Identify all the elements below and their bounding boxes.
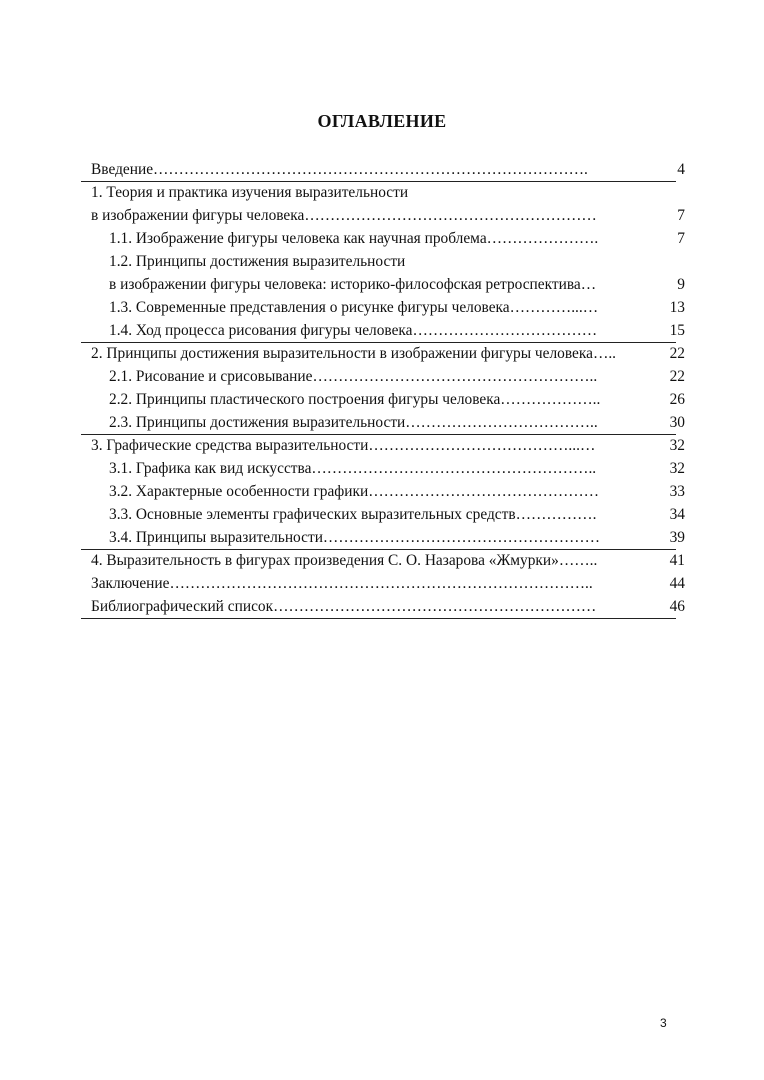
- toc-entry-text: 2.3. Принципы достижения выразительности………………………………..: [109, 414, 598, 431]
- toc-entry-text: 3. Графические средства выразительности…………………………………...…: [91, 437, 596, 454]
- toc-entry-section-2-2[interactable]: [109, 389, 685, 411]
- toc-entry-chapter-3[interactable]: [91, 435, 685, 457]
- toc-rule: [81, 618, 676, 619]
- toc-entry-page: 32: [669, 437, 685, 454]
- toc-entry-section-1-2-line-2[interactable]: [109, 274, 685, 296]
- toc-entry-section-1-3[interactable]: [109, 297, 685, 319]
- toc-entry-section-2-3[interactable]: [109, 412, 685, 434]
- toc-entry-section-2-1[interactable]: [109, 366, 685, 388]
- toc-entry-conclusion[interactable]: [91, 573, 685, 595]
- toc-entry-page: 39: [669, 529, 685, 546]
- toc-entry-text: 3.1. Графика как вид искусства………………………………………………..: [109, 460, 597, 477]
- toc-entry-text: 3.4. Принципы выразительности………………………………………………: [109, 529, 600, 546]
- toc-entry-page: 22: [669, 368, 685, 385]
- toc-entry-page: 44: [669, 575, 685, 592]
- page-title: ОГЛАВЛЕНИЕ: [317, 111, 447, 131]
- toc-entry-chapter-4[interactable]: [91, 550, 685, 572]
- toc-entry-page: 33: [669, 483, 685, 500]
- toc-entry-chapter-2[interactable]: [91, 343, 685, 365]
- toc-entry-introduction[interactable]: [91, 159, 685, 181]
- toc-entry-text: Введение………………………………………………………………………….: [91, 161, 588, 178]
- toc-entry-bibliography[interactable]: [91, 596, 685, 618]
- toc-entry-section-1-1[interactable]: [109, 228, 685, 250]
- toc-entry-section-3-1[interactable]: [109, 458, 685, 480]
- toc-entry-text: в изображении фигуры человека: историко-философская ретроспектива…: [109, 276, 597, 293]
- toc-entry-page: 7: [677, 207, 685, 224]
- toc-entry-text: 1. Теория и практика изучения выразительности: [91, 184, 409, 201]
- page-number: 3: [660, 1016, 667, 1030]
- toc-entry-page: 32: [669, 460, 685, 477]
- toc-entry-text: 2. Принципы достижения выразительности в изображении фигуры человека…..: [91, 345, 617, 362]
- toc-entry-text: 2.1. Рисование и срисовывание………………………………………………..: [109, 368, 598, 385]
- toc-entry-page: 13: [669, 299, 685, 316]
- toc-entry-page: 41: [669, 552, 685, 569]
- toc-entry-page: 15: [669, 322, 685, 339]
- toc-entry-page: 46: [669, 598, 685, 615]
- toc-entry-page: 22: [669, 345, 685, 362]
- toc-entry-text: 2.2. Принципы пластического построения фигуры человека………………..: [109, 391, 601, 408]
- toc-entry-text: 1.1. Изображение фигуры человека как научная проблема………………….: [109, 230, 599, 247]
- toc-entry-page: 30: [669, 414, 685, 431]
- toc-entry-page: 4: [677, 161, 685, 178]
- toc-entry-page: 7: [677, 230, 685, 247]
- toc-entry-text: 3.2. Характерные особенности графики………………………………………: [109, 483, 600, 500]
- toc-entry-section-1-4[interactable]: [109, 320, 685, 342]
- toc-entry-section-3-3[interactable]: [109, 504, 685, 526]
- toc-entry-text: 4. Выразительность в фигурах произведения С. О. Назарова «Жмурки»……..: [91, 552, 598, 569]
- toc-entry-page: 26: [669, 391, 685, 408]
- toc-entry-chapter-1-line-1[interactable]: [91, 182, 685, 204]
- toc-entry-section-1-2-line-1[interactable]: [109, 251, 685, 273]
- toc-entry-section-3-2[interactable]: [109, 481, 685, 503]
- toc-entry-page: 34: [669, 506, 685, 523]
- toc-entry-text: Заключение………………………………………………………………………..: [91, 575, 593, 592]
- toc-entry-chapter-1-line-2[interactable]: [91, 205, 685, 227]
- toc-entry-text: в изображении фигуры человека…………………………………………………: [91, 207, 597, 224]
- toc-entry-text: Библиографический список………………………………………………………: [91, 598, 597, 615]
- toc-entry-section-3-4[interactable]: [109, 527, 685, 549]
- toc-entry-text: 1.3. Современные представления о рисунке фигуры человека…………...…: [109, 299, 599, 316]
- toc-entry-page: 9: [677, 276, 685, 293]
- toc-entry-text: 3.3. Основные элементы графических выразительных средств…………….: [109, 506, 597, 523]
- toc-entry-text: 1.4. Ход процесса рисования фигуры человека………………………………: [109, 322, 598, 339]
- toc-entry-text: 1.2. Принципы достижения выразительности: [109, 253, 406, 270]
